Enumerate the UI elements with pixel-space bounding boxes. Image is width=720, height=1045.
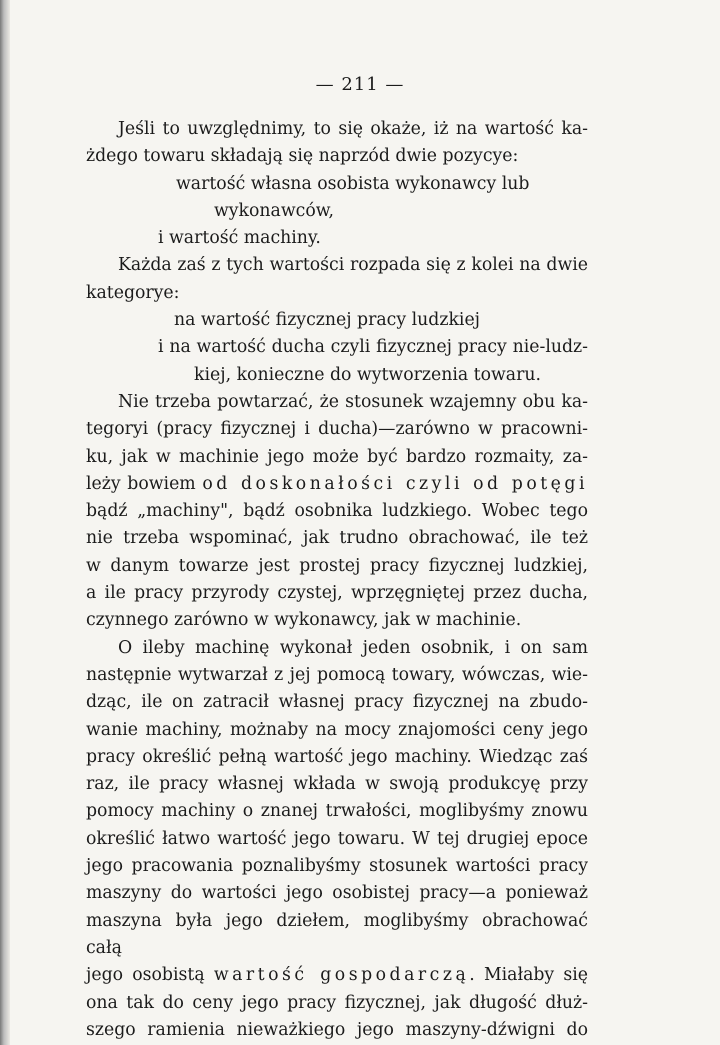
- text-line: kategorye:: [86, 282, 180, 303]
- text-line: wartość własna osobista wykonawcy lub: [176, 173, 530, 194]
- text-line: [86, 962, 588, 989]
- text-line: ku, jak w machinie jego może być bardzo rozmaity, za-: [86, 446, 588, 467]
- text-line: pomocy machiny o znanej trwałości, moglibyśmy znowu: [86, 801, 588, 822]
- paragraph-2: [86, 252, 588, 307]
- text-line: określić łatwo wartość jego towaru. W tej drugiej epoce: [86, 828, 588, 849]
- text-line: Każda zaś z tych wartości rozpada się z kolei na dwie: [118, 255, 588, 276]
- list-item: [86, 334, 588, 389]
- text-line: czynnego zarówno w wykonawcy, jak w machinie.: [86, 610, 522, 631]
- list-item: [86, 307, 588, 334]
- text-line: i wartość machiny.: [158, 228, 321, 249]
- text-line: O ileby machinę wykonał jeden osobnik, i on sam: [118, 637, 588, 658]
- text-line: na wartość fizycznej pracy ludzkiej: [174, 310, 481, 331]
- page-number: — 211 —: [315, 74, 405, 95]
- text-line: ona tak do ceny jego pracy fizycznej, jak długość dłuż-: [86, 992, 588, 1013]
- text-line: wanie machiny, możnaby na mocy znajomości ceny jego: [86, 719, 588, 740]
- text-line: [86, 471, 588, 498]
- text-line: wykonawców,: [214, 200, 334, 221]
- text-line: Jeśli to uwzględnimy, to się okaże, iż na wartość ka-: [118, 119, 588, 139]
- text-line: tegoryi (pracy fizycznej i ducha)—zarówno w pracowni-: [86, 419, 588, 440]
- list-item: [86, 225, 588, 252]
- text-line: jego pracowania poznalibyśmy stosunek wartości pracy: [86, 856, 588, 877]
- text-line: i na wartość ducha czyli fizycznej pracy nie-ludz-: [158, 337, 588, 358]
- text-line: Nie trzeba powtarzać, że stosunek wzajemny obu ka-: [118, 391, 588, 412]
- paragraph-1: [86, 116, 588, 171]
- text-line: żdego towaru składają się naprzód dwie pozycye:: [86, 146, 519, 167]
- text-line: następnie wytwarzał z jej pomocą towary, wówczas, wie-: [86, 664, 588, 685]
- text-line: dząc, ile on zatracił własnej pracy fizycznej na zbudo-: [86, 692, 588, 713]
- paragraph-3: [86, 389, 588, 635]
- text-segment: leży bowiem: [86, 473, 203, 494]
- spaced-emphasis: wartość gospodarczą: [213, 965, 470, 986]
- spaced-emphasis: od doskonałości czyli od potęgi: [202, 473, 588, 494]
- page-body: [86, 116, 588, 1044]
- text-line: szego ramienia nieważkiego jego maszyny-dźwigni do: [86, 1019, 588, 1040]
- text-segment: jego osobistą: [86, 965, 214, 986]
- paragraph-4: [86, 635, 588, 1044]
- text-line: w danym towarze jest prostej pracy fizycznej ludzkiej,: [86, 555, 588, 576]
- text-line: bądź „machiny", bądź osobnika ludzkiego. Wobec tego: [86, 501, 588, 522]
- text-line: maszyna była jego dziełem, moglibyśmy obrachować całą: [86, 910, 588, 958]
- text-line: nie trzeba wspominać, jak trudno obrachować, ile też: [86, 528, 588, 549]
- text-segment: . Miałaby się: [469, 965, 589, 986]
- list-item: [86, 171, 588, 226]
- book-binding-shadow: [0, 0, 10, 1045]
- text-line: maszyny do wartości jego osobistej pracy—a ponieważ: [86, 883, 588, 904]
- text-line: kiej, konieczne do wytworzenia towaru.: [194, 364, 541, 385]
- text-line: a ile pracy przyrody czystej, wprzęgniętej przez ducha,: [86, 583, 588, 604]
- text-line: pracy określić pełną wartość jego machiny. Wiedząc zaś: [86, 746, 588, 767]
- text-line: raz, ile pracy własnej wkłada w swoją produkcyę przy: [86, 774, 588, 795]
